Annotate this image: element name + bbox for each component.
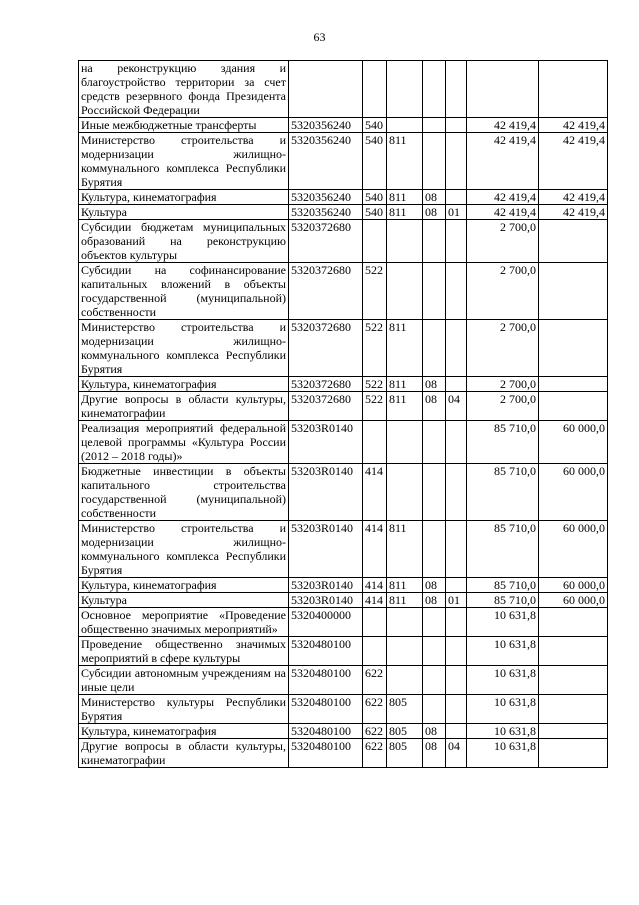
amount-year-1-cell: 2 700,0: [467, 320, 539, 377]
subsection-code-cell: [446, 377, 467, 392]
amount-year-2-cell: [539, 724, 608, 739]
target-article-code-cell: 5320480100: [289, 666, 363, 695]
table-row: [79, 593, 608, 608]
expense-type-code-cell: 522: [363, 320, 387, 377]
table-row: [79, 377, 608, 392]
row-name-cell: Культура, кинематография: [79, 190, 289, 205]
amount-year-1-cell: [467, 61, 539, 118]
table-row: [79, 263, 608, 320]
subsection-code-cell: [446, 320, 467, 377]
amount-year-2-cell: [539, 61, 608, 118]
amount-year-1-cell: 85 710,0: [467, 421, 539, 464]
subsection-code-cell: [446, 220, 467, 263]
target-article-code-cell: 5320372680: [289, 377, 363, 392]
amount-year-1-cell: 10 631,8: [467, 666, 539, 695]
amount-year-1-cell: 42 419,4: [467, 133, 539, 190]
subsection-code-cell: [446, 133, 467, 190]
administrator-code-cell: 811: [387, 190, 423, 205]
row-name-cell: Культура, кинематография: [79, 724, 289, 739]
target-article-code-cell: 5320480100: [289, 739, 363, 768]
row-name-cell: Другие вопросы в области культуры, кинематографии: [79, 739, 289, 768]
expense-type-code-cell: 540: [363, 205, 387, 220]
table-row: [79, 666, 608, 695]
administrator-code-cell: 811: [387, 320, 423, 377]
administrator-code-cell: 811: [387, 521, 423, 578]
subsection-code-cell: [446, 464, 467, 521]
table-row: [79, 578, 608, 593]
expense-type-code-cell: [363, 608, 387, 637]
subsection-code-cell: [446, 263, 467, 320]
target-article-code-cell: 5320480100: [289, 695, 363, 724]
target-article-code-cell: 53203R0140: [289, 578, 363, 593]
section-code-cell: 08: [423, 593, 446, 608]
subsection-code-cell: [446, 521, 467, 578]
amount-year-2-cell: [539, 263, 608, 320]
page-number: 63: [313, 30, 326, 44]
expense-type-code-cell: 622: [363, 695, 387, 724]
section-code-cell: [423, 521, 446, 578]
administrator-code-cell: 811: [387, 392, 423, 421]
target-article-code-cell: 5320372680: [289, 392, 363, 421]
expense-type-code-cell: 414: [363, 521, 387, 578]
target-article-code-cell: [289, 61, 363, 118]
amount-year-1-cell: 10 631,8: [467, 608, 539, 637]
administrator-code-cell: [387, 220, 423, 263]
amount-year-2-cell: 60 000,0: [539, 593, 608, 608]
target-article-code-cell: 5320356240: [289, 205, 363, 220]
section-code-cell: [423, 263, 446, 320]
amount-year-2-cell: [539, 695, 608, 724]
budget-table: [78, 60, 608, 768]
amount-year-2-cell: [539, 666, 608, 695]
subsection-code-cell: [446, 118, 467, 133]
expense-type-code-cell: 414: [363, 464, 387, 521]
amount-year-2-cell: 42 419,4: [539, 190, 608, 205]
row-name-cell: Другие вопросы в области культуры, кинематографии: [79, 392, 289, 421]
amount-year-2-cell: 60 000,0: [539, 464, 608, 521]
administrator-code-cell: [387, 608, 423, 637]
section-code-cell: [423, 61, 446, 118]
administrator-code-cell: [387, 263, 423, 320]
amount-year-2-cell: 42 419,4: [539, 118, 608, 133]
expense-type-code-cell: [363, 61, 387, 118]
amount-year-1-cell: 85 710,0: [467, 593, 539, 608]
administrator-code-cell: 811: [387, 133, 423, 190]
row-name-cell: на реконструкцию здания и благоустройство территории за счет средств резервного фонда Президента Российской Федерации: [79, 61, 289, 118]
administrator-code-cell: 805: [387, 724, 423, 739]
section-code-cell: 08: [423, 392, 446, 421]
section-code-cell: [423, 637, 446, 666]
row-name-cell: Министерство строительства и модернизации жилищно-коммунального комплекса Республики Бурятия: [79, 133, 289, 190]
expense-type-code-cell: 414: [363, 593, 387, 608]
subsection-code-cell: 01: [446, 593, 467, 608]
administrator-code-cell: [387, 421, 423, 464]
administrator-code-cell: [387, 464, 423, 521]
table-row: [79, 118, 608, 133]
table-row: [79, 421, 608, 464]
table-row: [79, 190, 608, 205]
subsection-code-cell: [446, 61, 467, 118]
target-article-code-cell: 5320356240: [289, 118, 363, 133]
administrator-code-cell: 811: [387, 578, 423, 593]
administrator-code-cell: 805: [387, 739, 423, 768]
expense-type-code-cell: 414: [363, 578, 387, 593]
subsection-code-cell: [446, 666, 467, 695]
administrator-code-cell: [387, 61, 423, 118]
subsection-code-cell: [446, 421, 467, 464]
table-row: [79, 739, 608, 768]
expense-type-code-cell: 522: [363, 263, 387, 320]
section-code-cell: [423, 421, 446, 464]
target-article-code-cell: 5320372680: [289, 320, 363, 377]
amount-year-2-cell: 42 419,4: [539, 205, 608, 220]
administrator-code-cell: 805: [387, 695, 423, 724]
subsection-code-cell: 01: [446, 205, 467, 220]
table-row: [79, 608, 608, 637]
target-article-code-cell: 53203R0140: [289, 521, 363, 578]
amount-year-2-cell: 42 419,4: [539, 133, 608, 190]
row-name-cell: Культура, кинематография: [79, 377, 289, 392]
amount-year-2-cell: 60 000,0: [539, 578, 608, 593]
target-article-code-cell: 53203R0140: [289, 593, 363, 608]
expense-type-code-cell: 540: [363, 133, 387, 190]
budget-table-body: [79, 61, 608, 768]
amount-year-1-cell: 85 710,0: [467, 464, 539, 521]
amount-year-2-cell: [539, 608, 608, 637]
target-article-code-cell: 5320372680: [289, 263, 363, 320]
expense-type-code-cell: 622: [363, 666, 387, 695]
amount-year-1-cell: 10 631,8: [467, 724, 539, 739]
expense-type-code-cell: [363, 421, 387, 464]
amount-year-1-cell: 42 419,4: [467, 205, 539, 220]
subsection-code-cell: [446, 190, 467, 205]
row-name-cell: Министерство строительства и модернизации жилищно-коммунального комплекса Республики Бурятия: [79, 521, 289, 578]
section-code-cell: 08: [423, 205, 446, 220]
amount-year-2-cell: [539, 637, 608, 666]
expense-type-code-cell: 622: [363, 724, 387, 739]
amount-year-1-cell: 2 700,0: [467, 377, 539, 392]
subsection-code-cell: [446, 608, 467, 637]
amount-year-2-cell: 60 000,0: [539, 421, 608, 464]
table-row: [79, 724, 608, 739]
subsection-code-cell: [446, 637, 467, 666]
section-code-cell: [423, 464, 446, 521]
target-article-code-cell: 53203R0140: [289, 421, 363, 464]
expense-type-code-cell: 540: [363, 118, 387, 133]
amount-year-1-cell: 85 710,0: [467, 578, 539, 593]
row-name-cell: Субсидии на софинансирование капитальных вложений в объекты государственной (муниципальной) собственности: [79, 263, 289, 320]
target-article-code-cell: 5320356240: [289, 133, 363, 190]
section-code-cell: 08: [423, 578, 446, 593]
table-row: [79, 392, 608, 421]
expense-type-code-cell: [363, 220, 387, 263]
row-name-cell: Культура: [79, 593, 289, 608]
table-row: [79, 133, 608, 190]
section-code-cell: [423, 118, 446, 133]
target-article-code-cell: 5320480100: [289, 724, 363, 739]
amount-year-1-cell: 2 700,0: [467, 263, 539, 320]
subsection-code-cell: [446, 695, 467, 724]
amount-year-1-cell: 42 419,4: [467, 190, 539, 205]
row-name-cell: Основное мероприятие «Проведение общественно значимых мероприятий»: [79, 608, 289, 637]
subsection-code-cell: 04: [446, 739, 467, 768]
target-article-code-cell: 53203R0140: [289, 464, 363, 521]
expense-type-code-cell: [363, 637, 387, 666]
section-code-cell: [423, 666, 446, 695]
section-code-cell: [423, 320, 446, 377]
row-name-cell: Реализация мероприятий федеральной целевой программы «Культура России (2012 – 2018 годы)»: [79, 421, 289, 464]
amount-year-1-cell: 85 710,0: [467, 521, 539, 578]
expense-type-code-cell: 540: [363, 190, 387, 205]
row-name-cell: Проведение общественно значимых мероприятий в сфере культуры: [79, 637, 289, 666]
administrator-code-cell: 811: [387, 593, 423, 608]
subsection-code-cell: [446, 578, 467, 593]
row-name-cell: Иные межбюджетные трансферты: [79, 118, 289, 133]
amount-year-1-cell: 42 419,4: [467, 118, 539, 133]
amount-year-1-cell: 10 631,8: [467, 695, 539, 724]
table-row: [79, 220, 608, 263]
target-article-code-cell: 5320480100: [289, 637, 363, 666]
row-name-cell: Министерство строительства и модернизации жилищно-коммунального комплекса Республики Бурятия: [79, 320, 289, 377]
row-name-cell: Культура: [79, 205, 289, 220]
target-article-code-cell: 5320372680: [289, 220, 363, 263]
table-row: [79, 695, 608, 724]
expense-type-code-cell: 522: [363, 377, 387, 392]
target-article-code-cell: 5320400000: [289, 608, 363, 637]
table-row: [79, 521, 608, 578]
amount-year-2-cell: [539, 377, 608, 392]
section-code-cell: [423, 220, 446, 263]
expense-type-code-cell: 522: [363, 392, 387, 421]
amount-year-2-cell: [539, 739, 608, 768]
table-row: [79, 464, 608, 521]
table-row: [79, 637, 608, 666]
section-code-cell: [423, 133, 446, 190]
subsection-code-cell: 04: [446, 392, 467, 421]
section-code-cell: 08: [423, 724, 446, 739]
administrator-code-cell: [387, 118, 423, 133]
table-row: [79, 205, 608, 220]
amount-year-2-cell: [539, 220, 608, 263]
section-code-cell: 08: [423, 377, 446, 392]
section-code-cell: 08: [423, 739, 446, 768]
subsection-code-cell: [446, 724, 467, 739]
amount-year-2-cell: [539, 320, 608, 377]
section-code-cell: [423, 608, 446, 637]
amount-year-1-cell: 2 700,0: [467, 392, 539, 421]
amount-year-1-cell: 10 631,8: [467, 637, 539, 666]
administrator-code-cell: [387, 637, 423, 666]
expense-type-code-cell: 622: [363, 739, 387, 768]
row-name-cell: Культура, кинематография: [79, 578, 289, 593]
amount-year-2-cell: 60 000,0: [539, 521, 608, 578]
row-name-cell: Бюджетные инвестиции в объекты капитального строительства государственной (муниципальной) собственности: [79, 464, 289, 521]
administrator-code-cell: [387, 666, 423, 695]
section-code-cell: [423, 695, 446, 724]
table-row: [79, 320, 608, 377]
administrator-code-cell: 811: [387, 205, 423, 220]
amount-year-1-cell: 10 631,8: [467, 739, 539, 768]
section-code-cell: 08: [423, 190, 446, 205]
target-article-code-cell: 5320356240: [289, 190, 363, 205]
row-name-cell: Министерство культуры Республики Бурятия: [79, 695, 289, 724]
table-row: [79, 61, 608, 118]
amount-year-1-cell: 2 700,0: [467, 220, 539, 263]
amount-year-2-cell: [539, 392, 608, 421]
row-name-cell: Субсидии бюджетам муниципальных образований на реконструкцию объектов культуры: [79, 220, 289, 263]
administrator-code-cell: 811: [387, 377, 423, 392]
row-name-cell: Субсидии автономным учреждениям на иные цели: [79, 666, 289, 695]
